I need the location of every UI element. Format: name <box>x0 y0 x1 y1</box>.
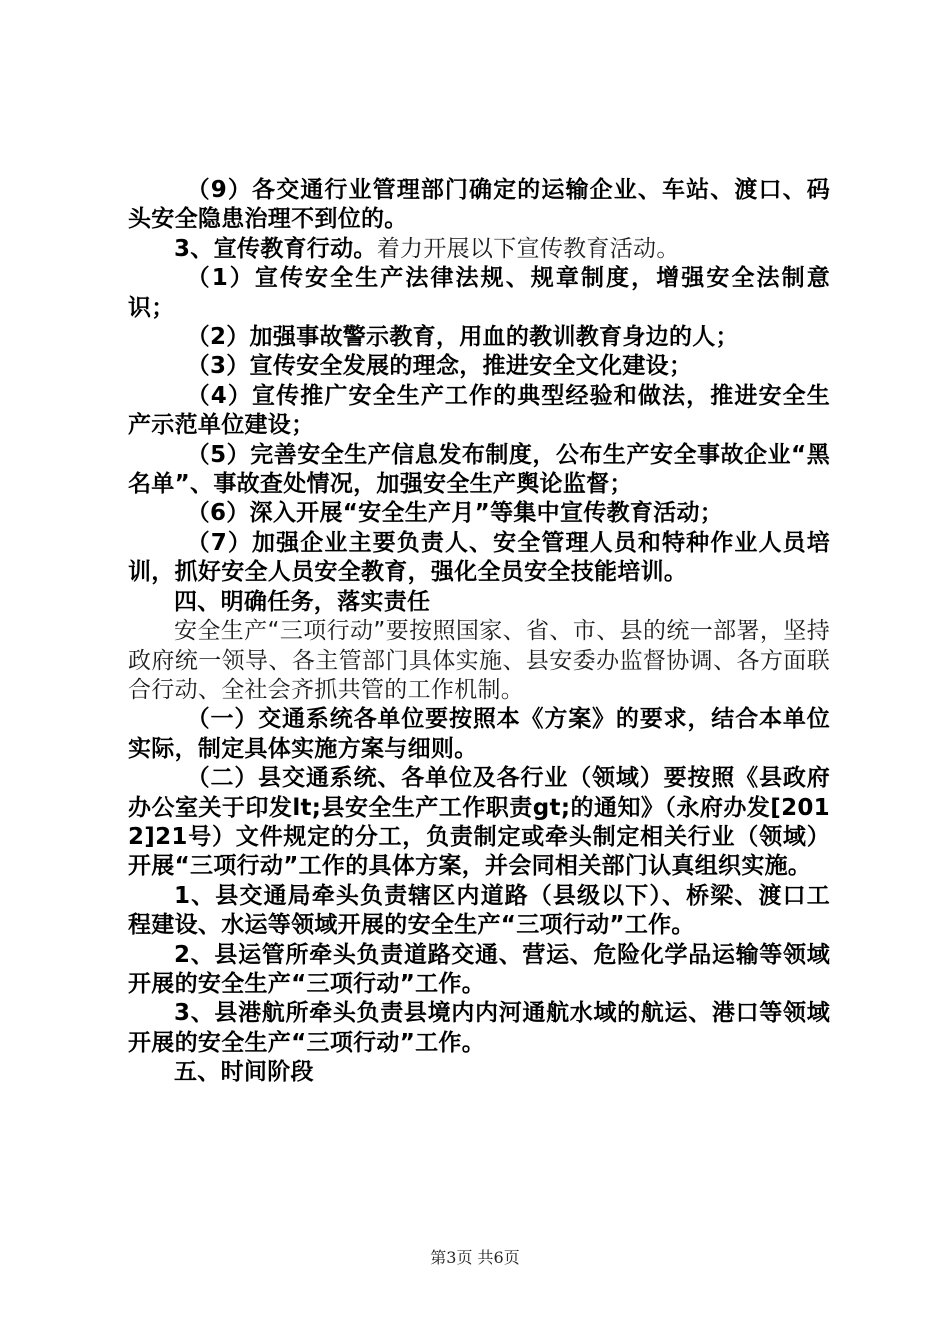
paragraph-item-4: （4）宣传推广安全生产工作的典型经验和做法，推进安全生产示范单位建设； <box>128 382 830 439</box>
paragraph-three-actions-intro: 安全生产“三项行动”要按照国家、省、市、县的统一部署，坚持政府统一领导、各主管部门具体实施、县安委办监督协调、各方面联合行动、全社会齐抓共管的工作机制。 <box>128 618 830 703</box>
paragraph-item-3: （3）宣传安全发展的理念，推进安全文化建设； <box>186 353 693 380</box>
paragraph-item-6: （6）深入开展“安全生产月”等集中宣传教育活动； <box>186 500 724 527</box>
paragraph-item-7: （7）加强企业主要负责人、安全管理人员和特种作业人员培训，抓好安全人员安全教育，强化全员安全技能培训。 <box>128 529 830 586</box>
paragraph-propaganda-lead: 着力开展以下宣传教育活动。 <box>376 235 680 262</box>
paragraph-item-9: （9）各交通行业管理部门确定的运输企业、车站、渡口、码头安全隐患治理不到位的。 <box>128 177 830 233</box>
paragraph-transport-management: 2、县运管所牵头负责道路交通、营运、危险化学品运输等领域开展的安全生产“三项行动”工作。 <box>128 941 830 997</box>
paragraph-port-navigation: 3、县港航所牵头负责县境内内河通航水域的航运、港口等领域开展的安全生产“三项行动”工作。 <box>128 1000 830 1056</box>
paragraph-subitem-2: （二）县交通系统、各单位及各行业（领域）要按照《县政府办公室关于印发lt;县安全生产工作职责gt;的通知》（永府办发[2012]21号）文件规定的分工，负责制定或牵头制定相关行业（领域）开展“三项行动”工作的具体方案，并会同相关部门认真组织实施。 <box>128 765 830 880</box>
paragraph-item-2: （2）加强事故警示教育，用血的教训教育身边的人； <box>186 324 739 351</box>
section-heading-4: 四、明确任务，落实责任 <box>174 588 431 615</box>
paragraph-propaganda-heading: 3、宣传教育行动。 <box>174 235 377 262</box>
paragraph-propaganda-action <box>128 235 830 264</box>
paragraph-item-5: （5）完善安全生产信息发布制度，公布生产安全事故企业“黑名单”、事故查处情况，加强安全生产舆论监督； <box>128 441 830 498</box>
document-body <box>128 176 830 1088</box>
page-number-footer: 第3页 共6页 <box>430 1248 520 1267</box>
paragraph-item-1: （1）宣传安全生产法律法规、规章制度，增强安全法制意识； <box>128 265 830 321</box>
paragraph-transport-bureau: 1、县交通局牵头负责辖区内道路（县级以下）、桥梁、渡口工程建设、水运等领域开展的安全生产“三项行动”工作。 <box>128 882 830 939</box>
paragraph-subitem-1: （一）交通系统各单位要按照本《方案》的要求，结合本单位实际，制定具体实施方案与细则。 <box>128 706 830 762</box>
section-heading-5: 五、时间阶段 <box>174 1059 314 1086</box>
